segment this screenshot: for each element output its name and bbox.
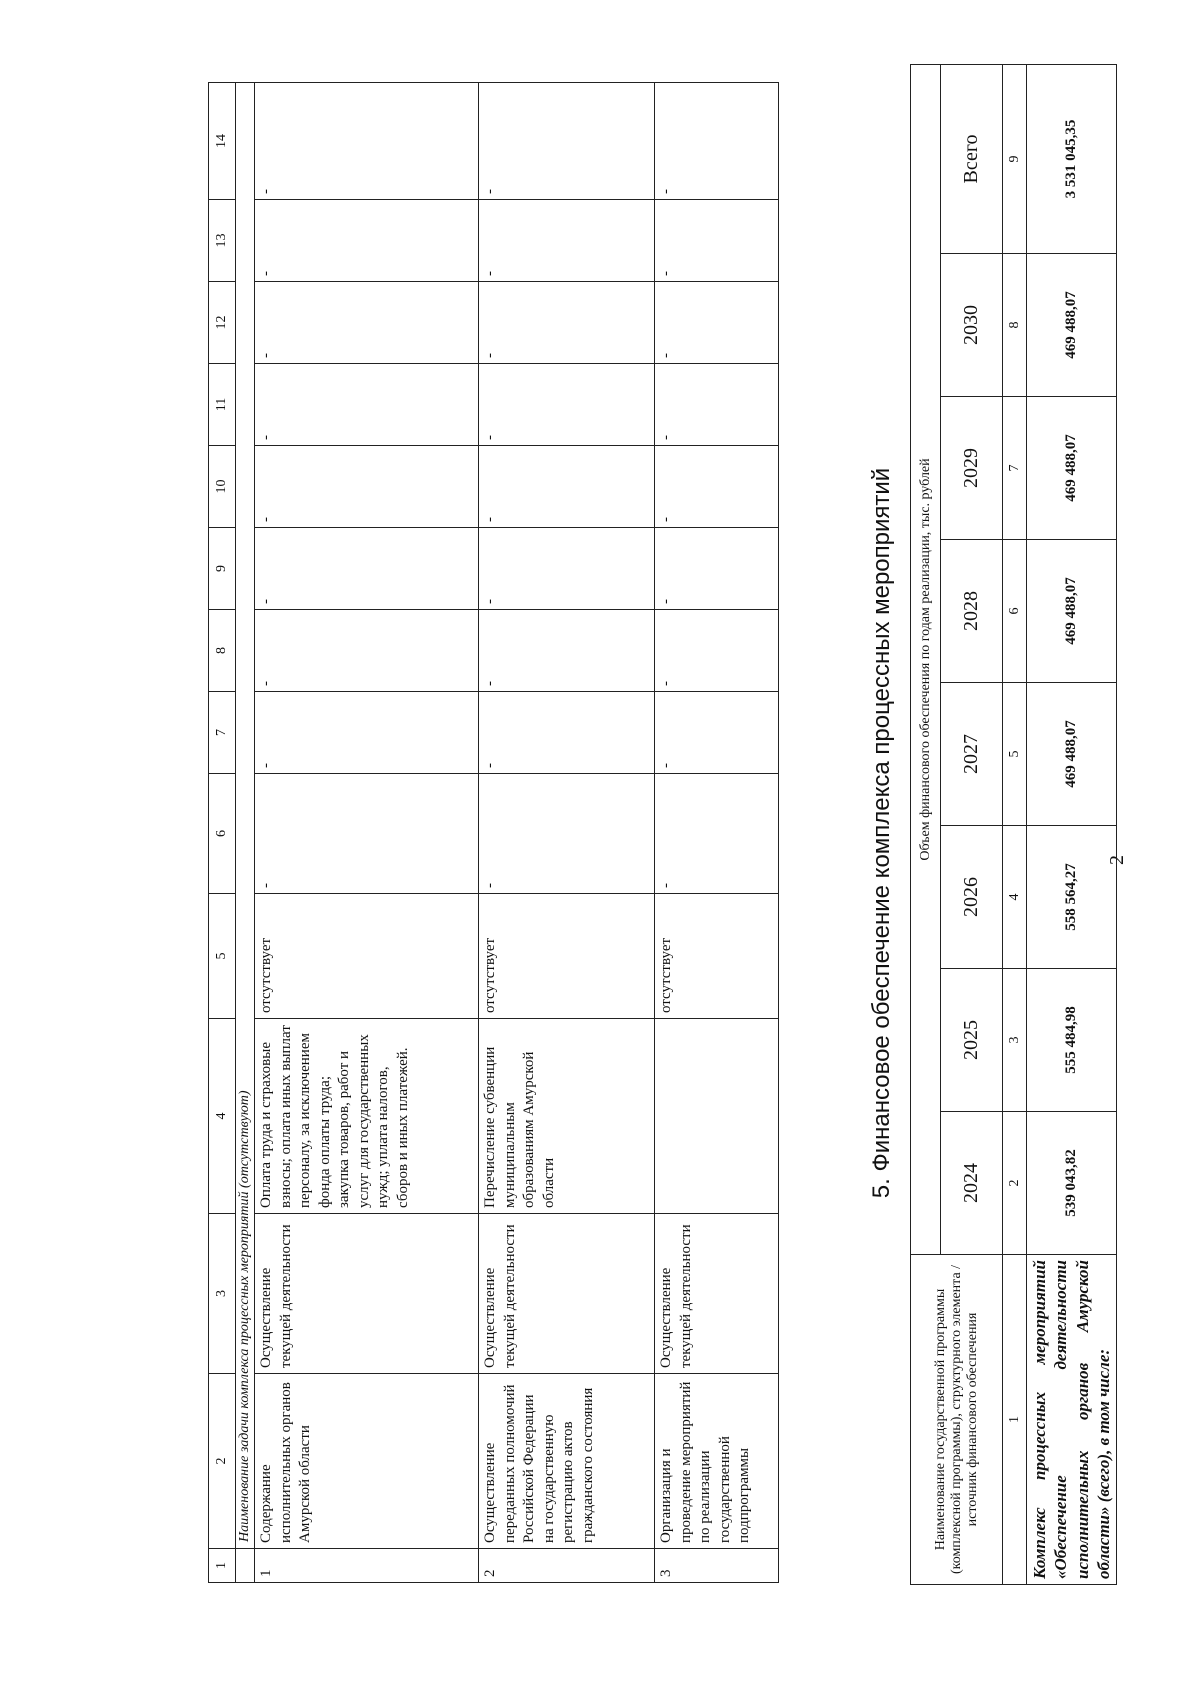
row-dash: - [655, 200, 779, 282]
col1-header: Наименование государственной программы (комплексной программы), структурного элемента / источник финансового обеспечения [911, 1255, 1003, 1585]
row-dash: - [255, 364, 479, 446]
header-cell: 1 [209, 1549, 236, 1583]
header-cell: 14 [209, 83, 236, 200]
row-description: Оплата труда и страховые взносы; оплата иных выплат персоналу, за исключением фонда оплаты труда; закупка товаров, работ и услуг для государственных нужд; уплата налогов, сборов и иных платежей. [255, 1019, 479, 1214]
header-cell: 9 [209, 528, 236, 610]
year-header: 2025 [941, 969, 1003, 1112]
table-row [655, 83, 779, 1583]
empty-cell [236, 1549, 255, 1583]
year-header: 2024 [941, 1112, 1003, 1255]
column-number: 1 [1003, 1255, 1027, 1585]
header-cell: 2 [209, 1374, 236, 1549]
section-5-title: 5. Финансовое обеспечение комплекса процессных мероприятий [868, 467, 895, 1199]
header-cell: 8 [209, 610, 236, 692]
row-description: Перечисление субвенции муниципальным образованиям Амурской области [479, 1019, 655, 1214]
process-tasks-table [208, 82, 779, 1583]
row-col5: отсутствует [479, 894, 655, 1019]
row-dash: - [479, 200, 655, 282]
year-header: 2029 [941, 397, 1003, 540]
amount-cell: 469 488,07 [1027, 254, 1117, 397]
column-number: 8 [1003, 254, 1027, 397]
row-name: Содержание исполнительных органов Амурской области [255, 1374, 479, 1549]
row-dash: - [479, 446, 655, 528]
row-dash: - [479, 83, 655, 200]
row-number: 1 [255, 1549, 479, 1583]
year-header: 2027 [941, 683, 1003, 826]
section-title: Наименование задачи комплекса процессных мероприятий (отсутствуют) [236, 83, 255, 1549]
section-title-row [236, 83, 255, 1583]
row-type: Осуществление текущей деятельности [479, 1214, 655, 1374]
row-number: 3 [655, 1549, 779, 1583]
column-number: 3 [1003, 969, 1027, 1112]
column-number: 4 [1003, 826, 1027, 969]
column-number: 9 [1003, 64, 1027, 253]
column-number: 5 [1003, 683, 1027, 826]
amount-cell: 539 043,82 [1027, 1112, 1117, 1255]
column-numbers-row [1003, 64, 1027, 1584]
financing-header-row [911, 64, 941, 1584]
year-header: 2030 [941, 254, 1003, 397]
year-header: 2026 [941, 826, 1003, 969]
row-dash: - [479, 774, 655, 894]
row-name: Осуществление переданных полномочий Российской Федерации на государственную регистрацию актов гражданского состояния [479, 1374, 655, 1549]
row-dash: - [655, 528, 779, 610]
row-name: Организация и проведение мероприятий по реализации государственной подпрограммы [655, 1374, 779, 1549]
table-row [255, 83, 479, 1583]
header-cell: 11 [209, 364, 236, 446]
row-dash: - [655, 446, 779, 528]
amount-cell: 558 564,27 [1027, 826, 1117, 969]
volume-header: Объем финансового обеспечения по годам реализации, тыс. рублей [911, 64, 941, 1254]
column-number: 2 [1003, 1112, 1027, 1255]
row-dash: - [255, 83, 479, 200]
header-cell: 10 [209, 446, 236, 528]
row-dash: - [255, 446, 479, 528]
header-cell: 13 [209, 200, 236, 282]
header-cell: 6 [209, 774, 236, 894]
row-description [655, 1019, 779, 1214]
row-col5: отсутствует [255, 894, 479, 1019]
row-dash: - [255, 774, 479, 894]
row-col5: отсутствует [655, 894, 779, 1019]
row-dash: - [655, 364, 779, 446]
amount-cell: 469 488,07 [1027, 397, 1117, 540]
row-number: 2 [479, 1549, 655, 1583]
amount-cell: 469 488,07 [1027, 540, 1117, 683]
row-dash: - [479, 692, 655, 774]
column-number: 6 [1003, 540, 1027, 683]
header-cell: 7 [209, 692, 236, 774]
row-dash: - [655, 610, 779, 692]
financing-data-row [1027, 64, 1117, 1584]
row-dash: - [479, 364, 655, 446]
amount-cell: 555 484,98 [1027, 969, 1117, 1112]
header-cell: 4 [209, 1019, 236, 1214]
header-cell: 12 [209, 282, 236, 364]
year-header: 2028 [941, 540, 1003, 683]
row-dash: - [255, 610, 479, 692]
row-dash: - [255, 282, 479, 364]
header-cell: 5 [209, 894, 236, 1019]
column-number: 7 [1003, 397, 1027, 540]
row-dash: - [655, 282, 779, 364]
page-number: 2 [1106, 855, 1128, 865]
row-dash: - [479, 610, 655, 692]
row-dash: - [255, 692, 479, 774]
row-dash: - [255, 200, 479, 282]
row-dash: - [479, 282, 655, 364]
complex-label: Комплекс процессных мероприятий «Обеспечение деятельности исполнительных органов Амурской области» (всего), в том числе: [1027, 1255, 1117, 1585]
total-header: Всего [941, 64, 1003, 253]
row-dash: - [655, 692, 779, 774]
total-amount-cell: 3 531 045,35 [1027, 64, 1117, 253]
table-row [479, 83, 655, 1583]
row-dash: - [655, 774, 779, 894]
table1-header-row [209, 83, 236, 1583]
row-type: Осуществление текущей деятельности [655, 1214, 779, 1374]
row-dash: - [655, 83, 779, 200]
row-dash: - [255, 528, 479, 610]
header-cell: 3 [209, 1214, 236, 1374]
row-type: Осуществление текущей деятельности [255, 1214, 479, 1374]
row-dash: - [479, 528, 655, 610]
amount-cell: 469 488,07 [1027, 683, 1117, 826]
financing-table [910, 64, 1117, 1585]
